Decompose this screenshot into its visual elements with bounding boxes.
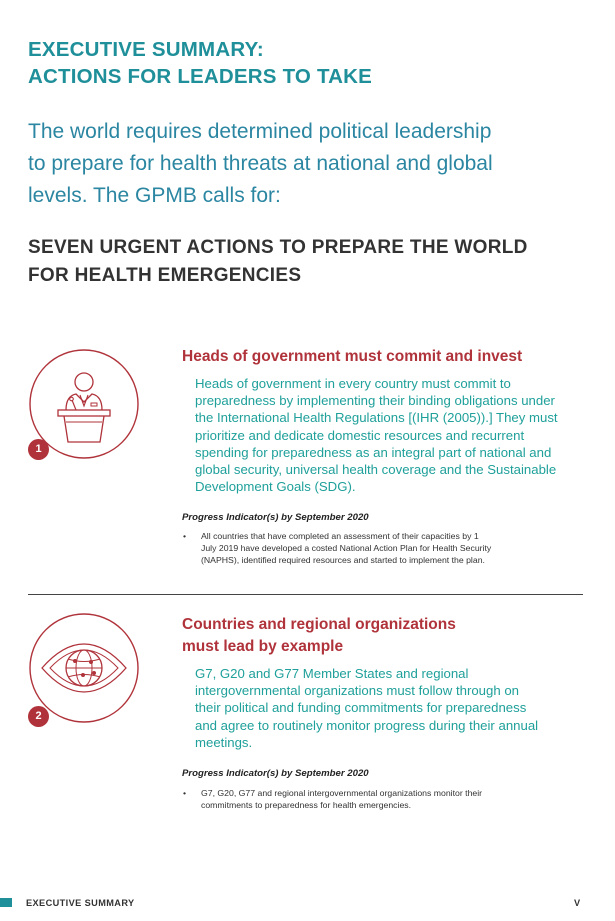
intro-line-2: to prepare for health threats at national and global <box>28 152 493 175</box>
action-1-body-line-2: preparedness by implementing their binding obligations under <box>195 393 555 409</box>
action-1-description <box>195 375 595 495</box>
action-2-body-line-4: and agree to routinely monitor progress during their annual <box>195 717 539 733</box>
action-1-progress-label: Progress Indicator(s) by September 2020 <box>182 512 369 523</box>
bullet-marker: • <box>183 531 187 541</box>
action-1-body-line-7: Development Goals (SDG). <box>195 479 356 495</box>
action-2-bullet-line-1: G7, G20, G77 and regional intergovernmental organizations monitor their <box>201 788 483 798</box>
action-2-title-line-2: must lead by example <box>182 638 344 655</box>
action-1-illustration <box>28 348 140 460</box>
page-title <box>28 36 588 90</box>
action-2-progress-label: Progress Indicator(s) by September 2020 <box>182 768 369 779</box>
action-1-title-line-1: Heads of government must commit and invest <box>182 348 523 365</box>
intro-paragraph <box>28 116 598 212</box>
section-heading <box>28 234 598 290</box>
action-1-bullet-line-3: (NAPHS), identified required resources and started to implement the plan. <box>201 555 485 566</box>
action-2-body-line-1: G7, G20 and G77 Member States and regional <box>195 666 469 681</box>
action-2-body-line-5: meetings. <box>195 734 253 750</box>
action-1-body-line-1: Heads of government in every country must commit to <box>195 376 511 391</box>
page-title-line-1: EXECUTIVE SUMMARY: <box>28 38 264 61</box>
action-2-body-line-3: their political and funding commitments for preparedness <box>195 700 527 716</box>
section-heading-line-1: SEVEN URGENT ACTIONS TO PREPARE THE WORLD <box>28 237 528 258</box>
action-1-number-badge: 1 <box>28 439 49 460</box>
footer-accent-bar <box>0 898 12 907</box>
intro-line-3 <box>28 180 598 212</box>
action-1-body-line-5: spending for preparedness as an integral part of national and <box>195 444 552 460</box>
intro-callout: The GPMB calls for: <box>92 184 281 207</box>
section-heading-line-2: FOR HEALTH EMERGENCIES <box>28 265 302 286</box>
intro-line-1: The world requires determined political leadership <box>28 120 492 143</box>
intro-line-3-text: levels. <box>28 184 93 207</box>
action-2-title-line-1: Countries and regional organizations <box>182 616 456 633</box>
action-2-progress-item <box>182 787 592 815</box>
action-1-title <box>182 346 582 368</box>
action-2-body-line-2: intergovernmental organizations must follow through on <box>195 683 520 699</box>
action-2-bullet-line-2: commitments to preparedness for health emergencies. <box>201 800 412 811</box>
page-title-line-2: ACTIONS FOR LEADERS TO TAKE <box>28 65 373 88</box>
action-2-number-badge: 2 <box>28 706 49 727</box>
section-divider <box>28 594 583 595</box>
action-1-progress-item <box>182 530 592 570</box>
action-1-body-line-4: prioritize and dedicate domestic resources and recurrent <box>195 427 525 443</box>
action-2-illustration <box>28 612 140 724</box>
action-2-title <box>182 614 582 658</box>
action-1-progress-text <box>201 530 491 567</box>
action-2-description <box>195 665 595 751</box>
action-1-bullet-line-1: All countries that have completed an assessment of their capacities by 1 <box>201 531 479 541</box>
action-1-body-line-3: the International Health Regulations [(IHR (2005)).] They must <box>195 410 558 426</box>
action-2-progress-text <box>201 787 482 811</box>
action-1-bullet-line-2: July 2019 have developed a costed National Action Plan for Health Security <box>201 543 492 554</box>
bullet-marker: • <box>183 788 187 798</box>
footer-section-label: EXECUTIVE SUMMARY <box>26 898 135 908</box>
action-1-body-line-6: global security, universal health coverage and the Sustainable <box>195 462 557 478</box>
page-number: V <box>574 898 581 908</box>
